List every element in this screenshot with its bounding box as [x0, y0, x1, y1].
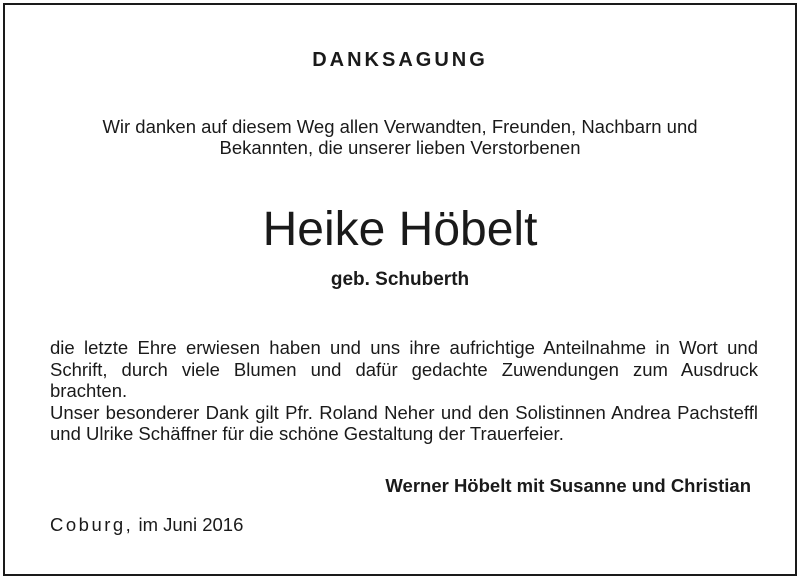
notice-heading: DANKSAGUNG — [312, 49, 488, 71]
birth-name: geb. Schuberth — [330, 269, 470, 290]
thank-you-body — [50, 337, 758, 445]
place: Coburg, — [50, 514, 134, 535]
intro-line: Wir danken auf diesem Weg allen Verwandten, Freunden, Nachbarn und — [102, 116, 698, 137]
obituary-thank-you-notice — [3, 3, 797, 576]
date: im Juni 2016 — [138, 514, 244, 535]
intro-line: Bekannten, die unserer lieben Verstorbenen — [219, 137, 581, 158]
deceased-name: Heike Höbelt — [262, 203, 538, 256]
body-paragraph: Unser besonderer Dank gilt Pfr. Roland Neher und den Solistinnen Andrea Pachsteffl und Ulrike Schäffner für die schöne Gestaltung der Trauerfeier. — [50, 401, 758, 444]
signature: Werner Höbelt mit Susanne und Christian — [385, 475, 751, 496]
body-paragraph: die letzte Ehre erwiesen haben und uns ihre aufrichtige Anteilnahme in Wort und Schrift, durch viele Blumen und dafür gedachte Zuwendungen zum Ausdruck brachten. — [50, 337, 758, 401]
intro-text — [5, 116, 795, 158]
place-and-date — [50, 514, 243, 536]
